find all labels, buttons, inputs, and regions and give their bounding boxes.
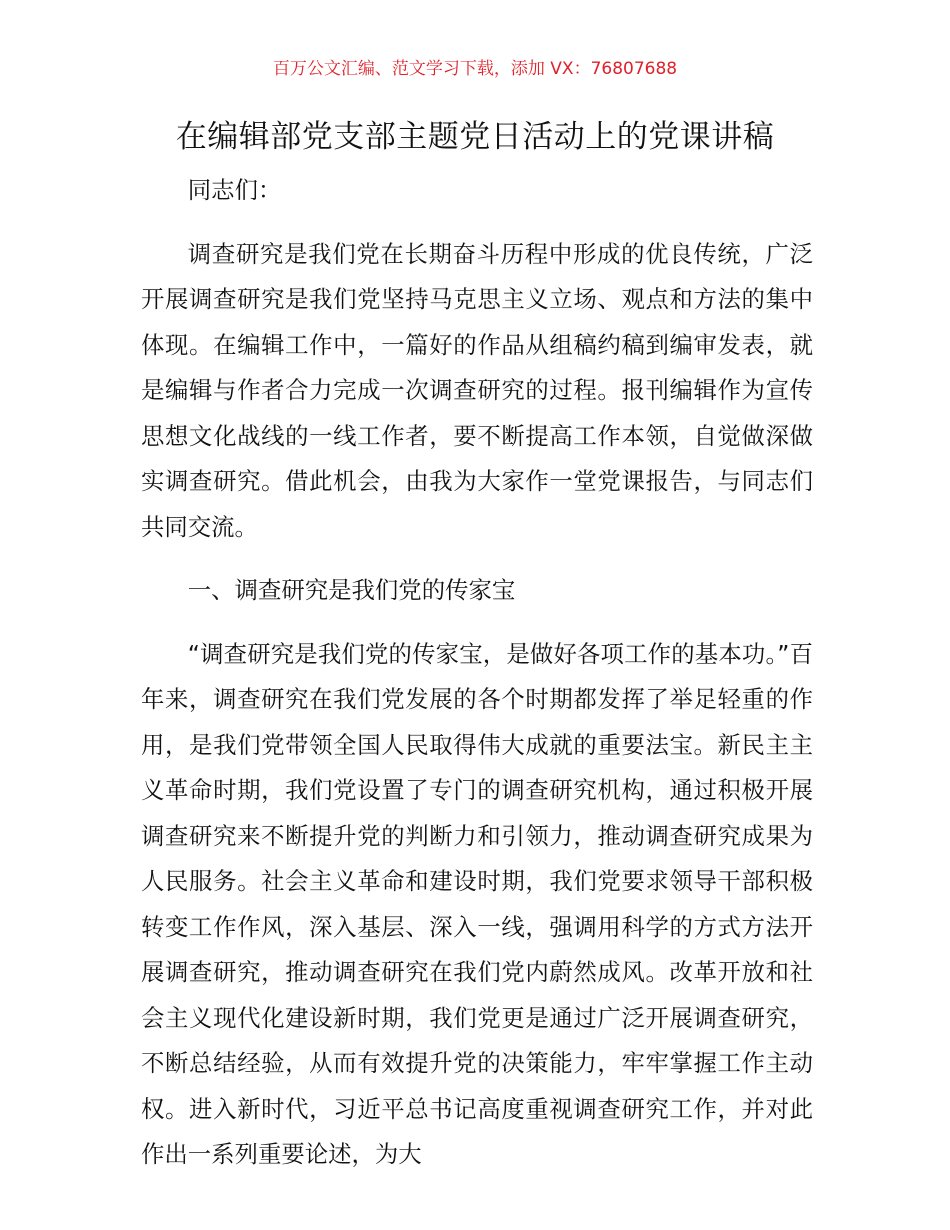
- document-body: [141, 168, 813, 1178]
- section-paragraph: “调查研究是我们党的传家宝，是做好各项工作的基本功。”百年来，调查研究在我们党发展的各个时期都发挥了举足轻重的作用，是我们党带领全国人民取得伟大成就的重要法宝。新民主主义革命时期，我们党设置了专门的调查研究机构，通过积极开展调查研究来不断提升党的判断力和引领力，推动调查研究成果为人民服务。社会主义革命和建设时期，我们党要求领导干部积极转变工作作风，深入基层、深入一线，强调用科学的方式方法开展调查研究，推动调查研究在我们党内蔚然成风。改革开放和社会主义现代化建设新时期，我们党更是通过广泛开展调查研究，不断总结经验，从而有效提升党的决策能力，牢牢掌握工作主动权。进入新时代，习近平总书记高度重视调查研究工作，并对此作出一系列重要论述，为大: [141, 639, 813, 1168]
- document-title: 在编辑部党支部主题党日活动上的党课讲稿: [175, 119, 775, 155]
- section-heading: 一、调查研究是我们党的传家宝: [187, 576, 516, 604]
- intro-paragraph: 调查研究是我们党在长期奋斗历程中形成的优良传统，广泛开展调查研究是我们党坚持马克思主义立场、观点和方法的集中体现。在编辑工作中，一篇好的作品从组稿约稿到编审发表，就是编辑与作者合力完成一次调查研究的过程。报刊编辑作为宣传思想文化战线的一线工作者，要不断提高工作本领，自觉做深做实调查研究。借此机会，由我为大家作一堂党课报告，与同志们共同交流。: [141, 239, 813, 541]
- header-banner: 百万公文汇编、范文学习下载，添加 VX：76807688: [272, 59, 678, 79]
- salutation: 同志们：: [187, 176, 282, 204]
